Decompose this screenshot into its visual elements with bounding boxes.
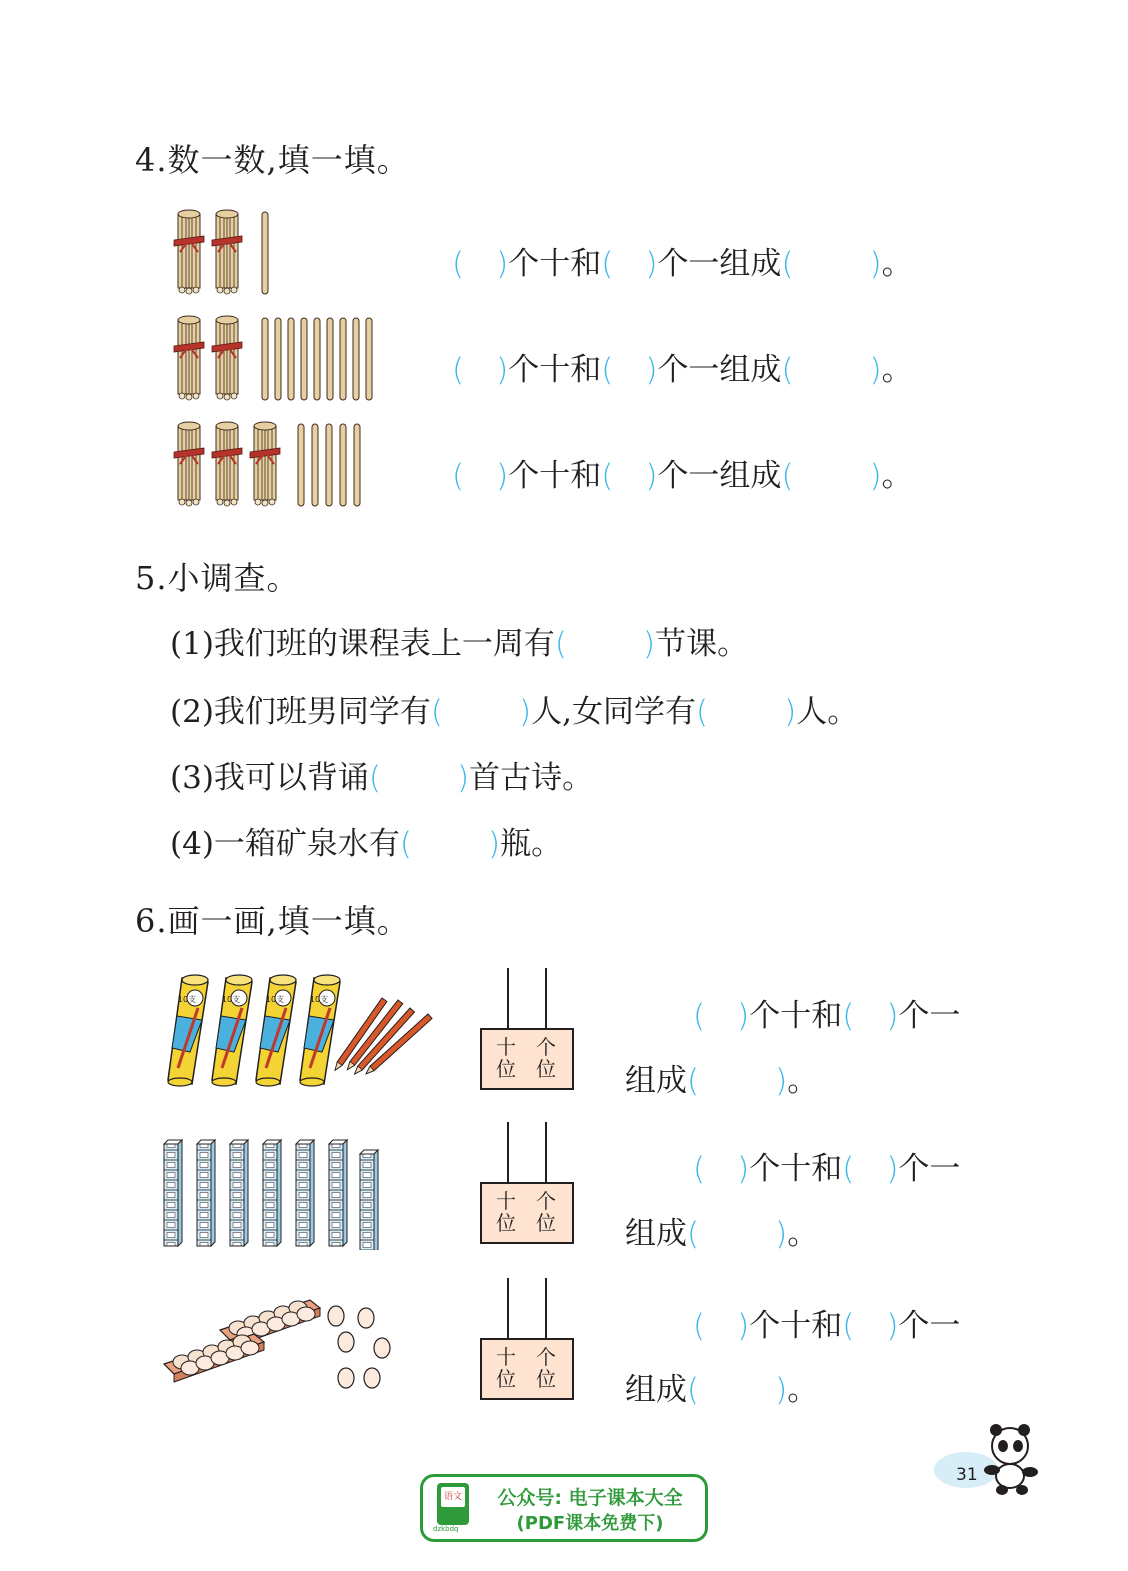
close-paren: ) (886, 1151, 899, 1187)
close-paren: ) (775, 1216, 788, 1252)
tens-label: 十 位 (496, 1345, 516, 1391)
open-paren: ( (601, 458, 614, 494)
close-paren: ) (643, 626, 656, 662)
item-text: 首古诗。 (469, 760, 594, 796)
close-paren: ) (737, 1151, 750, 1187)
ones-label: 个 位 (536, 1189, 556, 1235)
egg-cartons-illustration (160, 1292, 400, 1394)
item-text: (4)一箱矿泉水有 (170, 826, 400, 862)
period: 。 (787, 1372, 819, 1408)
close-paren: ) (645, 352, 658, 388)
box-label-1: 10支 (177, 995, 197, 1004)
close-paren: ) (775, 1063, 788, 1099)
tens-rod (507, 1122, 509, 1182)
q4-row-2 (452, 344, 913, 389)
abacus-1 (480, 968, 574, 1090)
q6-row-3-line-1 (693, 1300, 960, 1345)
book-icon-label: 语文 (441, 1487, 465, 1507)
item-text: 节课。 (655, 626, 749, 662)
close-paren: ) (869, 352, 882, 388)
open-paren: ( (452, 352, 465, 388)
open-paren: ( (368, 760, 382, 796)
box-label-2: 10支 (221, 995, 241, 1004)
pencil-boxes-illustration (160, 968, 450, 1096)
period: 。 (787, 1216, 819, 1252)
compose-text: 组成 (625, 1216, 687, 1252)
q5-item-1 (170, 618, 748, 663)
banner-line-1: 公众号: 电子课本大全 (497, 1487, 683, 1509)
q5-item-2 (170, 686, 858, 731)
close-paren: ) (496, 458, 509, 494)
q6-row-2-line-2 (625, 1208, 818, 1253)
ones-text: 个一 (898, 1151, 961, 1187)
tens-text: 个十和 (749, 1308, 843, 1344)
tens-text: 个十和 (508, 352, 602, 388)
stick-bundles-illustration (170, 208, 410, 518)
open-paren: ( (452, 458, 465, 494)
wechat-banner (420, 1474, 708, 1542)
banner-line-2: (PDF课本免费下) (516, 1513, 664, 1534)
cube-rods-illustration (160, 1138, 390, 1250)
close-paren: ) (496, 352, 509, 388)
tens-text: 个十和 (508, 246, 602, 282)
q5-item-4 (170, 818, 562, 863)
open-paren: ( (693, 998, 706, 1034)
box-label-3: 10支 (265, 995, 285, 1004)
open-paren: ( (687, 1063, 700, 1099)
tens-label: 十 位 (496, 1189, 516, 1235)
abacus-2 (480, 1122, 574, 1244)
tens-text: 个十和 (749, 998, 843, 1034)
open-paren: ( (430, 694, 444, 730)
q6-row-2-line-1 (693, 1143, 960, 1188)
q4-title: 4.数一数,填一填。 (135, 141, 410, 179)
close-paren: ) (645, 246, 658, 282)
close-paren: ) (488, 826, 501, 862)
tens-rod (507, 1278, 509, 1338)
open-paren: ( (399, 826, 413, 862)
q5-title: 5.小调查。 (135, 559, 300, 597)
q6-row-1-line-2 (625, 1055, 818, 1100)
close-paren: ) (869, 458, 882, 494)
tens-label: 十 位 (496, 1035, 516, 1081)
item-text: 人。 (796, 694, 859, 730)
close-paren: ) (519, 694, 532, 730)
q6-row-1-line-1 (693, 990, 960, 1035)
open-paren: ( (601, 352, 614, 388)
ones-text: 个一 (898, 1308, 961, 1344)
open-paren: ( (842, 1308, 855, 1344)
close-paren: ) (886, 998, 899, 1034)
abacus-base (480, 1338, 574, 1400)
abacus-base (480, 1182, 574, 1244)
open-paren: ( (687, 1372, 700, 1408)
period: 。 (787, 1063, 819, 1099)
close-paren: ) (869, 246, 882, 282)
ones-rod (545, 968, 547, 1028)
open-paren: ( (696, 694, 709, 730)
open-paren: ( (781, 352, 794, 388)
open-paren: ( (842, 1151, 855, 1187)
open-paren: ( (781, 458, 794, 494)
q6-row-3-line-2 (625, 1364, 818, 1409)
close-paren: ) (496, 246, 509, 282)
close-paren: ) (775, 1372, 788, 1408)
ones-label: 个 位 (536, 1035, 556, 1081)
open-paren: ( (693, 1151, 706, 1187)
close-paren: ) (457, 760, 470, 796)
open-paren: ( (687, 1216, 700, 1252)
period: 。 (881, 458, 913, 494)
abacus-base (480, 1028, 574, 1090)
q5-item-3 (170, 752, 593, 797)
open-paren: ( (693, 1308, 706, 1344)
ones-label: 个 位 (536, 1345, 556, 1391)
open-paren: ( (781, 246, 794, 282)
period: 。 (881, 246, 913, 282)
page-number: 31 (956, 1465, 978, 1485)
tens-rod (507, 968, 509, 1028)
open-paren: ( (452, 246, 465, 282)
compose-text: 组成 (625, 1372, 687, 1408)
ones-text: 个一 (898, 998, 961, 1034)
q6-title: 6.画一画,填一填。 (135, 902, 410, 940)
banner-icon-sub: dzkbdq (433, 1525, 459, 1533)
item-text: 瓶。 (500, 826, 563, 862)
panda-icon (930, 1420, 1050, 1500)
close-paren: ) (737, 998, 750, 1034)
ones-rod (545, 1278, 547, 1338)
tens-text: 个十和 (508, 458, 602, 494)
ones-text: 个一组成 (657, 246, 782, 282)
q4-row-1 (452, 238, 913, 283)
ones-text: 个一组成 (657, 352, 782, 388)
item-text: 人,女同学有 (531, 694, 696, 730)
box-label-4: 10支 (309, 995, 329, 1004)
item-text: (1)我们班的课程表上一周有 (170, 626, 555, 662)
close-paren: ) (886, 1308, 899, 1344)
close-paren: ) (645, 458, 658, 494)
compose-text: 组成 (625, 1063, 687, 1099)
close-paren: ) (784, 694, 797, 730)
open-paren: ( (554, 626, 568, 662)
q4-row-3 (452, 450, 913, 495)
open-paren: ( (601, 246, 614, 282)
abacus-3 (480, 1278, 574, 1400)
book-icon (437, 1483, 469, 1525)
ones-text: 个一组成 (657, 458, 782, 494)
close-paren: ) (737, 1308, 750, 1344)
period: 。 (881, 352, 913, 388)
item-text: (2)我们班男同学有 (170, 694, 431, 730)
open-paren: ( (842, 998, 855, 1034)
item-text: (3)我可以背诵 (170, 760, 369, 796)
ones-rod (545, 1122, 547, 1182)
tens-text: 个十和 (749, 1151, 843, 1187)
